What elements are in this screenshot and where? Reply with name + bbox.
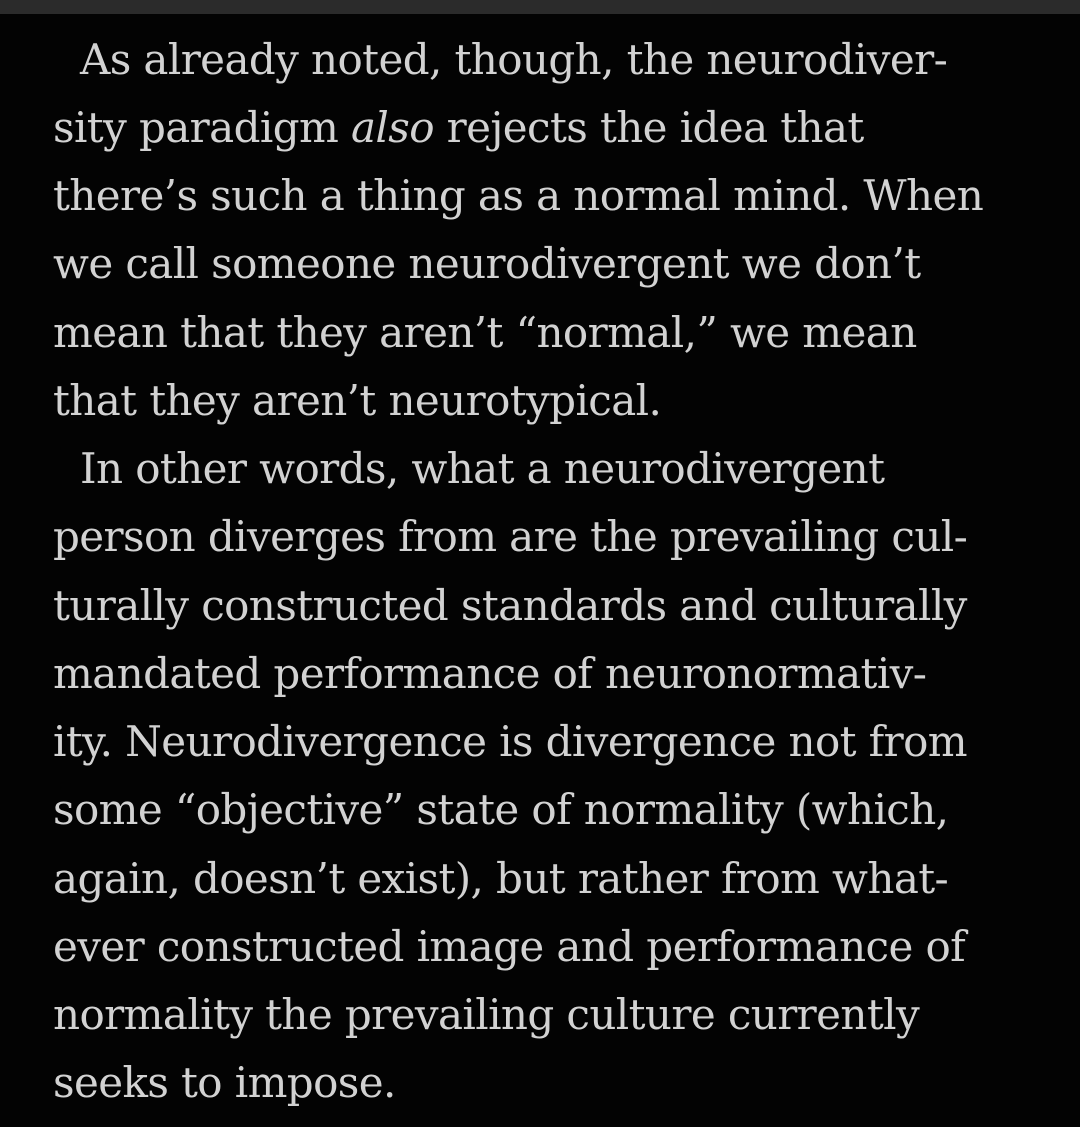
text-line: that they aren’t neurotypical.: [53, 376, 662, 425]
text-line: there’s such a thing as a normal mind. When: [53, 171, 984, 220]
text-line: some “objective” state of normality (which,: [53, 785, 949, 834]
text-line: turally constructed standards and culturally: [53, 581, 967, 630]
text-line: seeks to impose.: [53, 1058, 396, 1107]
text-line: mandated performance of neuronormativ-: [53, 649, 927, 698]
text-line: we call someone neurodivergent we don’t: [53, 239, 921, 288]
text-segment: rejects the idea that: [433, 103, 864, 152]
emphasis-text: also: [350, 103, 434, 152]
text-line: As already noted, though, the neurodiver-: [80, 35, 948, 84]
reader-page: [0, 14, 1080, 1127]
text-line: mean that they aren’t “normal,” we mean: [53, 308, 917, 357]
text-line: ever constructed image and performance of: [53, 922, 966, 971]
text-line: again, doesn’t exist), but rather from what-: [53, 854, 949, 903]
top-bar: [0, 0, 1080, 14]
text-line: ity. Neurodivergence is divergence not from: [53, 717, 968, 766]
text-line: In other words, what a neurodivergent: [80, 444, 885, 493]
text-line: normality the prevailing culture currently: [53, 990, 920, 1039]
text-line: [53, 103, 864, 153]
text-line: person diverges from are the prevailing cul-: [53, 512, 968, 561]
text-segment: sity paradigm: [53, 103, 351, 152]
